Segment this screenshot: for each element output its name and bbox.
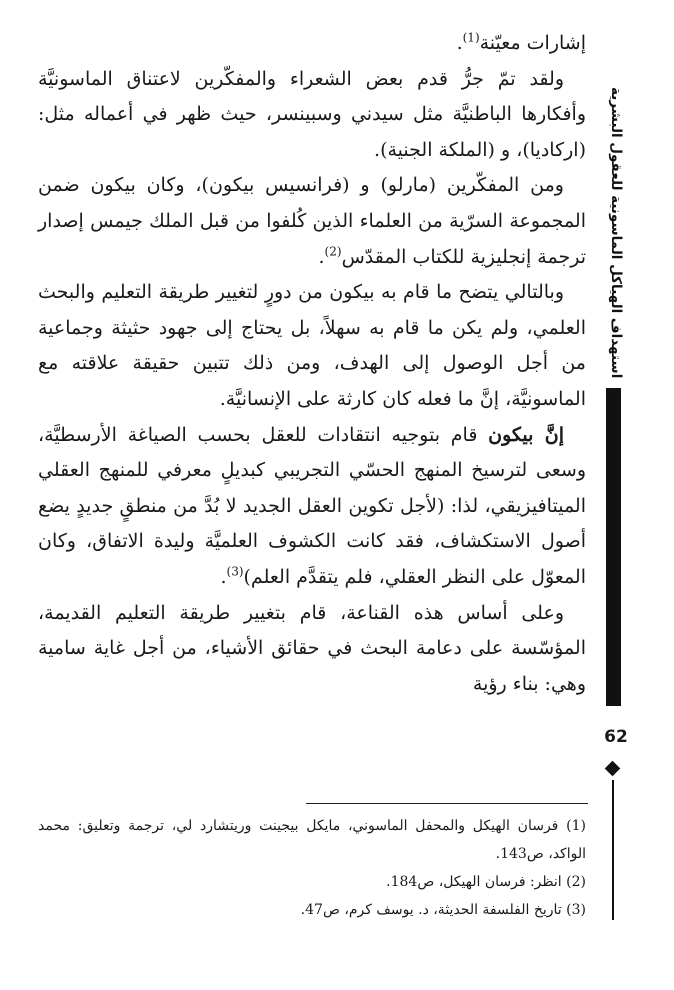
bold-lead: إنَّ بيكون	[488, 423, 564, 446]
footnote-2	[38, 868, 586, 896]
paragraph-5	[38, 418, 586, 596]
diamond-ornament-icon	[605, 761, 621, 777]
footnote-page: 143	[500, 846, 527, 862]
side-thumb-bar	[606, 388, 621, 706]
footnote-text: فرسان الهيكل والمحفل الماسوني، مايكل بيجينت وريتشارد لي، ترجمة وتعليق: محمد الواكد، ص	[38, 818, 586, 862]
paragraph-text: وبالتالي يتضح ما قام به بيكون من دورٍ لتغيير طريقة التعليم والبحث العلمي، ولم يكن ما قام به سهلاً، بل يحتاج إلى جهود حثيثة وجماعية من أجل الوصول إلى الهدف، ومن ذلك تتبين حقيقة علاقته مع الماسونيَّة، إنَّ ما فعله كان كارثة على الإنسانيَّة.	[38, 281, 586, 410]
footnote-3	[38, 896, 586, 924]
paragraph-4	[38, 275, 586, 417]
footnote-page: 47	[305, 902, 323, 918]
paragraph-tail: .	[220, 565, 227, 588]
paragraph-text: إشارات معيّنة	[479, 32, 586, 54]
paragraph-3	[38, 168, 586, 275]
paragraph-1	[38, 26, 586, 62]
paragraph-text: قام بتوجيه انتقادات للعقل بحسب الصياغة الأرسطيَّة، وسعى لترسيخ المنهج الحسّي التجريبي كبديلٍ معرفي للمنهج العقلي الميتافيزيقي، لذا: (لأجل تكوين العقل الجديد لا بُدَّ من منطقٍ جديدٍ يضع أصول الاستكشاف، فقد كانت الكشوف العلميَّة وليدة الاتفاق، وكان المعوّل على النظر العقلي، فلم يتقدَّم العلم)	[38, 423, 586, 588]
footnote-end: .	[386, 874, 391, 890]
footnote-ref-2: (2)	[324, 244, 342, 259]
paragraph-text: ومن المفكّرين (مارلو) و (فرانسيس بيكون)، وكان بيكون ضمن المجموعة السرّية من العلماء الذين كُلفوا من قبل الملك جيمس إصدار ترجمة إنجليزية للكتاب المقدّس	[38, 174, 586, 268]
footnote-text: انظر: فرسان الهيكل، ص	[417, 874, 562, 890]
footnote-number: (3)	[566, 902, 586, 918]
side-divider-line	[612, 780, 614, 920]
footnote-ref-3: (3)	[226, 564, 244, 579]
page-number: 62	[604, 727, 628, 747]
footnotes	[38, 812, 586, 924]
footnote-number: (1)	[566, 818, 587, 834]
footnote-ref-1: (1)	[462, 30, 480, 45]
running-header: استهداف الهياكل الماسونية للعقول البشرية	[608, 86, 624, 378]
paragraph-tail: .	[318, 245, 325, 268]
paragraph-tail: .	[456, 32, 463, 54]
paragraph-2	[38, 62, 586, 169]
paragraph-text: وعلى أساس هذه القناعة، قام بتغيير طريقة التعليم القديمة، المؤسّسة على دعامة البحث في حقائق الأشياء، من أجل غاية سامية وهي: بناء رؤية	[38, 601, 586, 695]
footnote-page: 184	[390, 874, 418, 890]
paragraph-text: ولقد تمّ جرُّ قدم بعض الشعراء والمفكّرين لاعتناق الماسونيَّة وأفكارها الباطنيَّة مثل سيدني وسبينسر، حيث ظهر في أعماله مثل: (اركاديا)، و (الملكة الجنية).	[38, 67, 586, 161]
footnote-end: .	[495, 846, 501, 862]
footnote-separator	[306, 803, 588, 804]
paragraph-6	[38, 596, 586, 703]
footnote-end: .	[300, 902, 306, 918]
body-text	[38, 26, 586, 702]
footnote-text: تاريخ الفلسفة الحديثة، د. يوسف كرم، ص	[322, 902, 562, 918]
footnote-number: (2)	[566, 874, 586, 890]
footnote-1	[38, 812, 586, 868]
